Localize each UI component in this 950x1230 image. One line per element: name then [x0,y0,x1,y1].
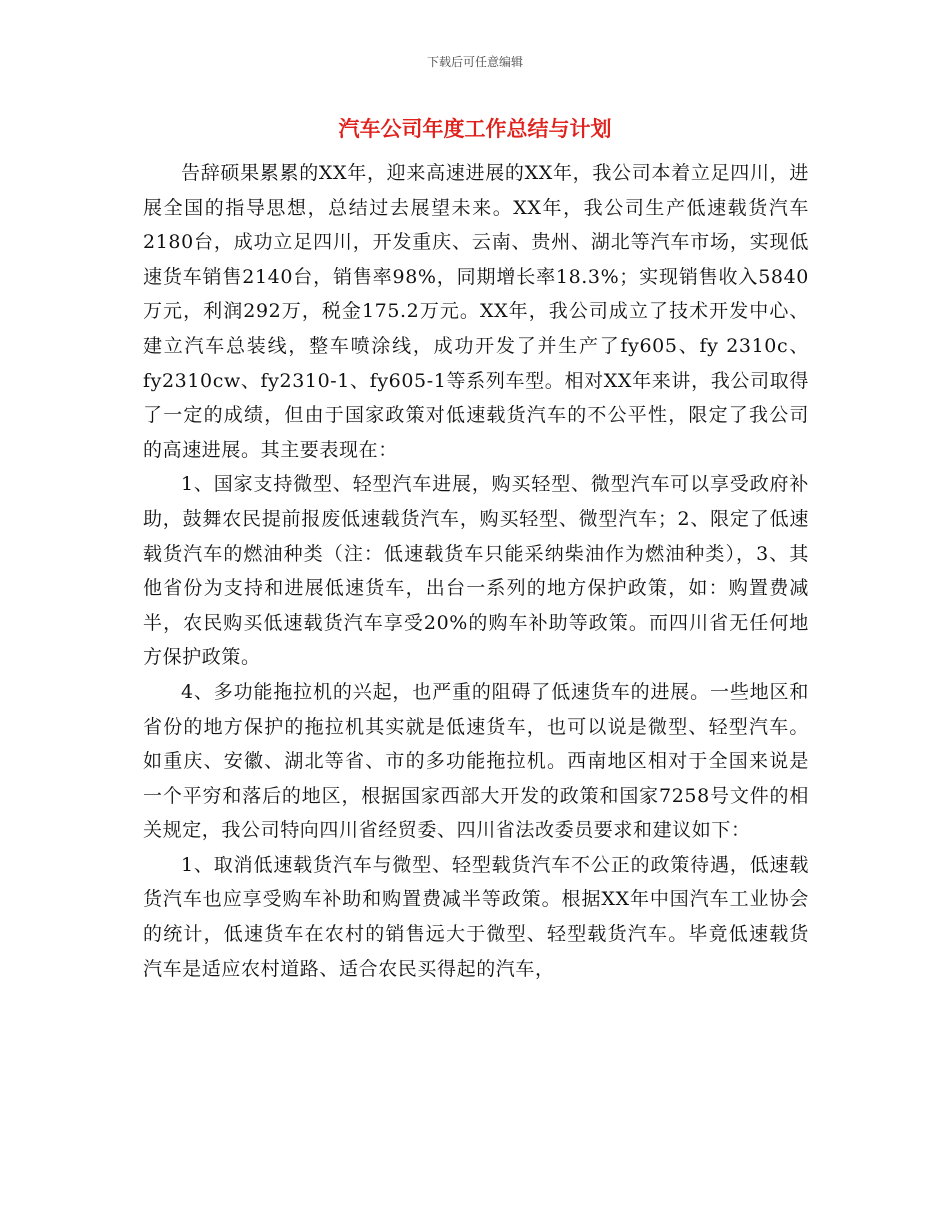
paragraph-policy-issues: 1、国家支持微型、轻型汽车进展，购买轻型、微型汽车可以享受政府补助，鼓舞农民提前报废低速载货汽车，购买轻型、微型汽车；2、限定了低速载货汽车的燃油种类（注：低速载货车只能采纳柴油作为燃油种类），3、其他省份为支持和进展低速货车，出台一系列的地方保护政策，如：购置费减半，农民购买低速载货汽车享受20%的购车补助等政策。而四川省无任何地方保护政策。 [143,473,809,669]
paragraph-tractor-impact: 4、多功能拖拉机的兴起，也严重的阻碍了低速货车的进展。一些地区和省份的地方保护的拖拉机其实就是低速货车，也可以说是微型、轻型汽车。如重庆、安徽、湖北等省、市的多功能拖拉机。西南地区相对于全国来说是一个平穷和落后的地区，根据国家西部大开发的政策和国家7258号文件的相关规定，我公司特向四川省经贸委、四川省法改委员要求和建议如下： [143,680,809,842]
paragraph-intro: 告辞硕果累累的XX年，迎来高速进展的XX年，我公司本着立足四川，进展全国的指导思想，总结过去展望未来。XX年，我公司生产低速载货汽车2180台，成功立足四川，开发重庆、云南、贵州、湖北等汽车市场，实现低速货车销售2140台，销售率98%，同期增长率18.3%；实现销售收入5840万元，利润292万，税金175.2万元。XX年，我公司成立了技术开发中心、建立汽车总装线，整车喷涂线，成功开发了并生产了fy605、fy 2310c、fy2310cw、fy2310-1、fy605-1等系列车型。相对XX年来讲，我公司取得了一定的成绩，但由于国家政策对低速载货汽车的不公平性，限定了我公司的高速进展。其主要表现在： [143,162,809,461]
paragraph-proposal-1: 1、取消低速载货汽车与微型、轻型载货汽车不公正的政策待遇，低速载货汽车也应享受购车补助和购置费减半等政策。根据XX年中国汽车工业协会的统计，低速货车在农村的销售远大于微型、轻型载货汽车。毕竟低速载货汽车是适应农村道路、适合农民买得起的汽车， [143,853,809,980]
document-title: 汽车公司年度工作总结与计划 [338,117,612,141]
page-header-note: 下载后可任意编辑 [426,55,523,69]
document-body [143,156,809,986]
